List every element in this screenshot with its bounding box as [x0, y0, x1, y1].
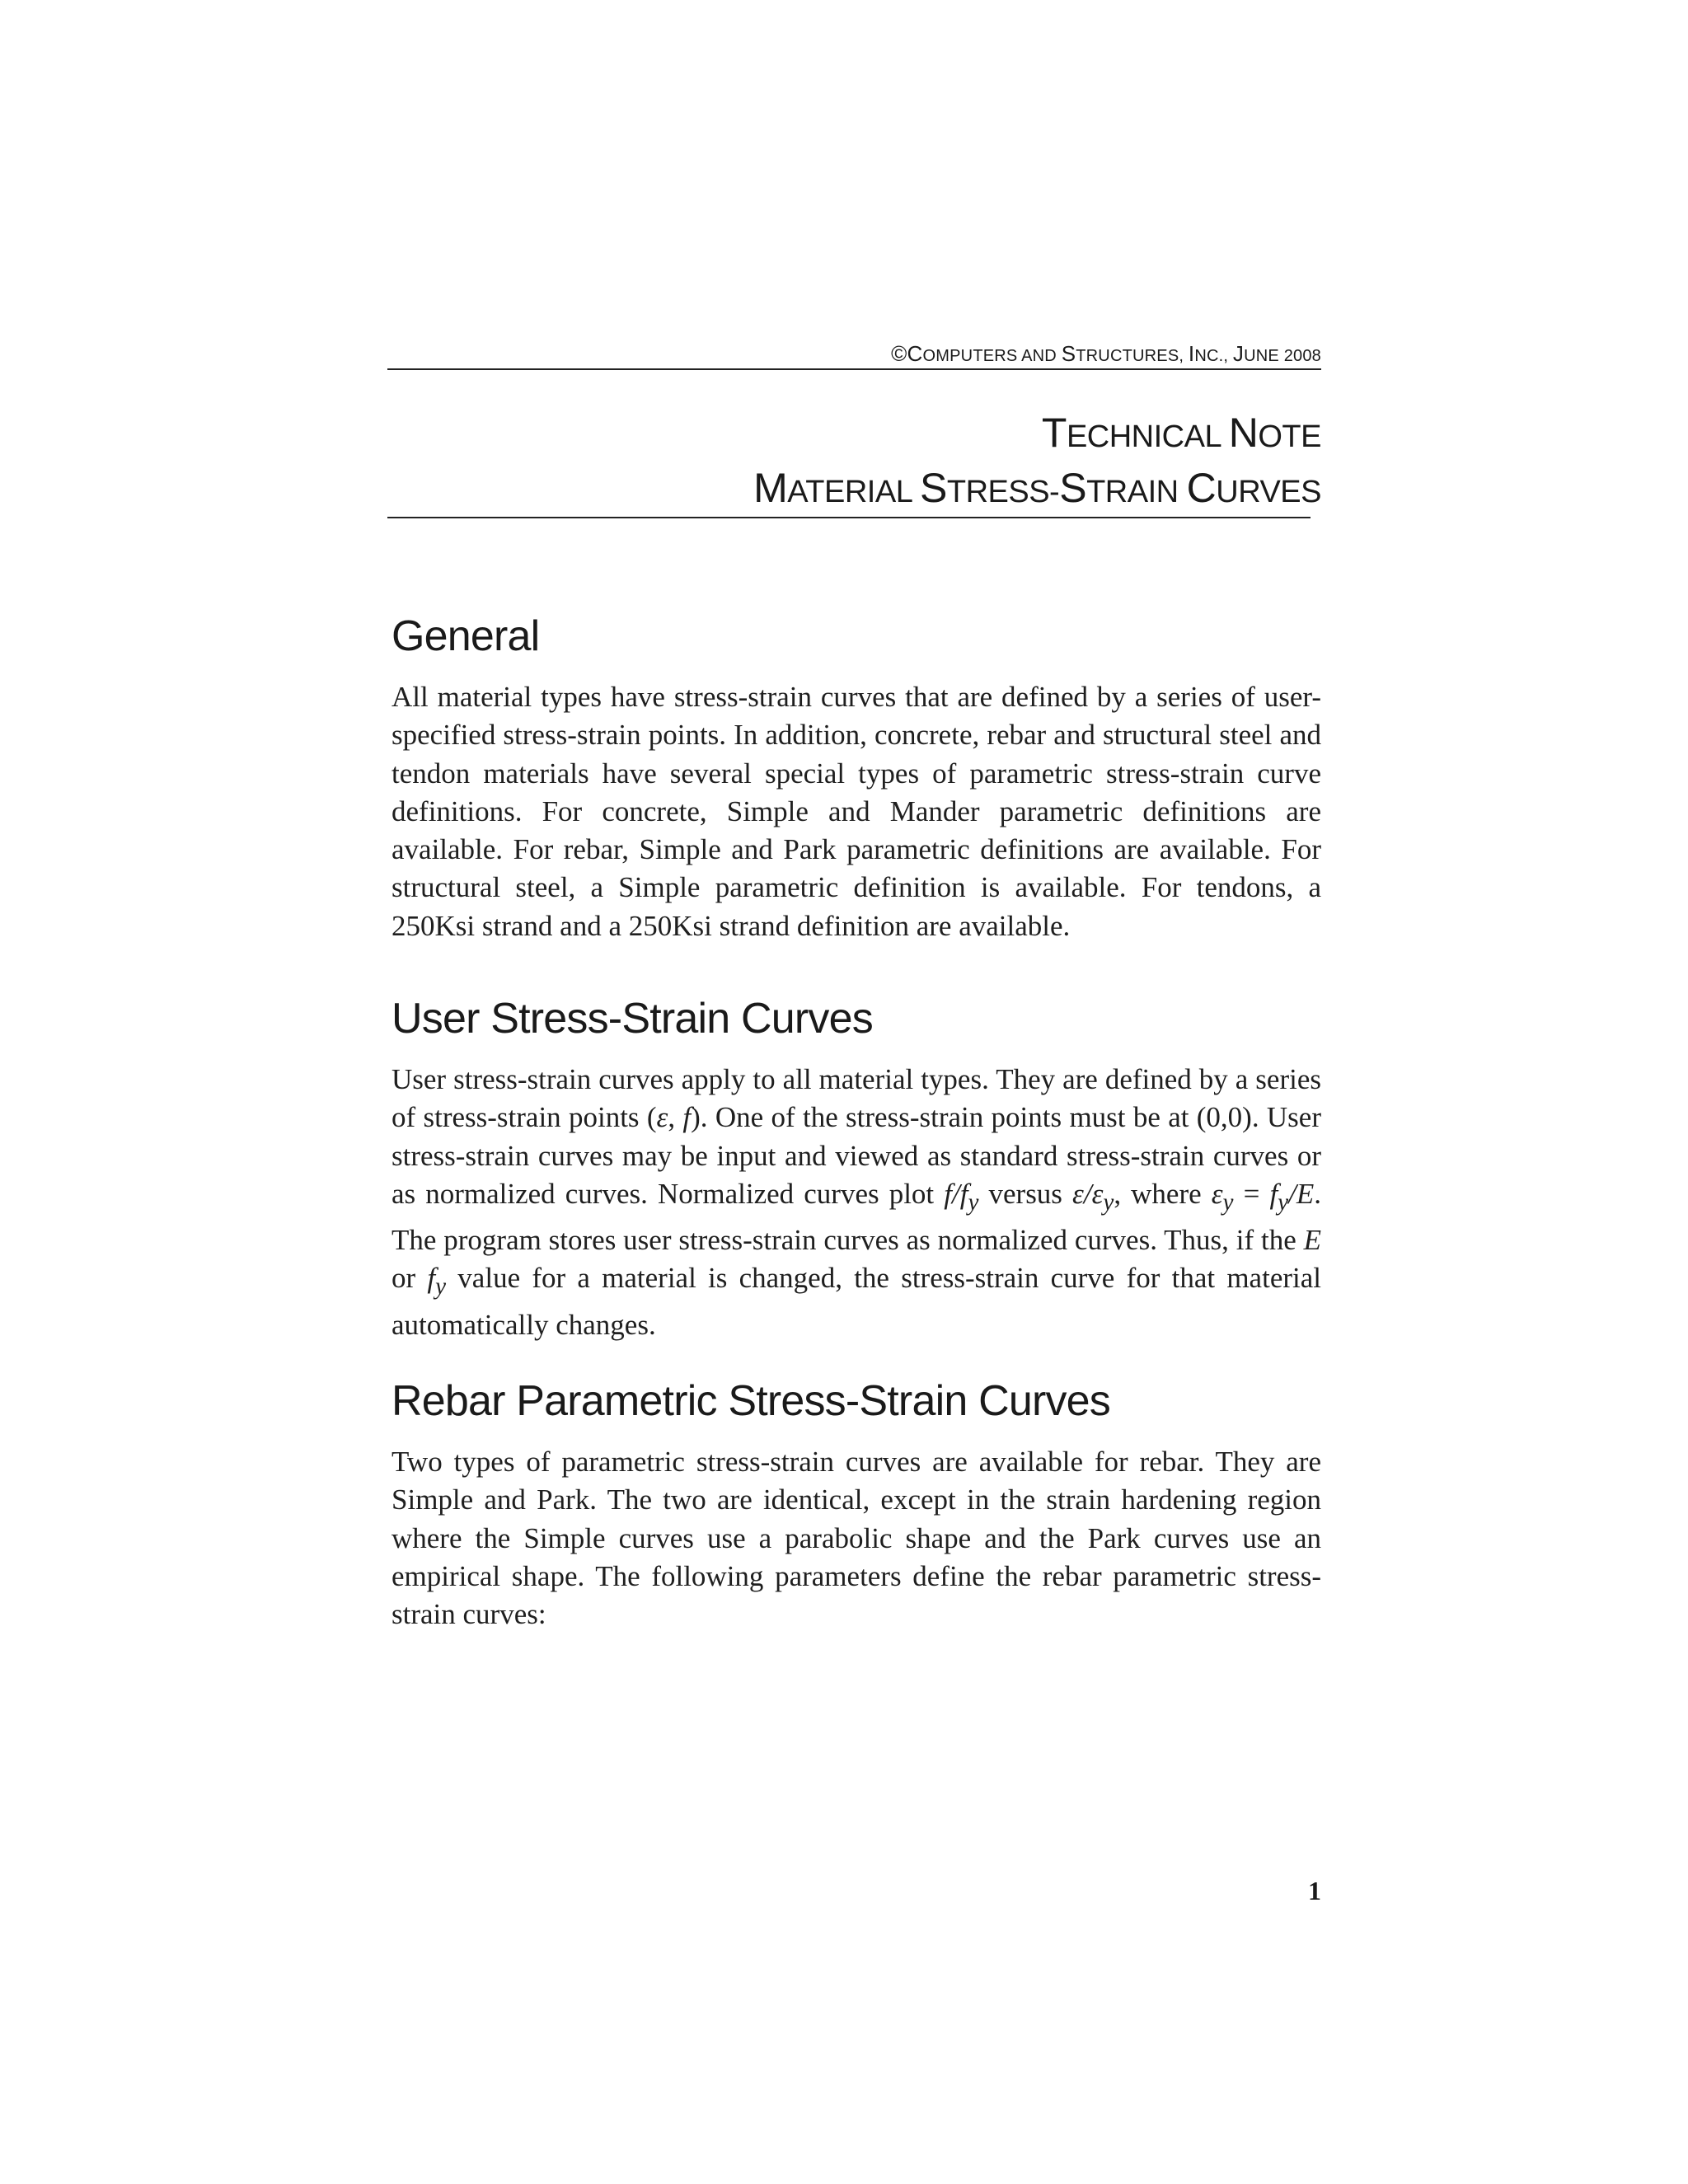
epsilon-symbol: ε: [656, 1101, 668, 1134]
header-text-part: I: [1188, 341, 1195, 366]
subscript-y: y: [1222, 1188, 1234, 1216]
copyright-symbol: ©: [891, 341, 907, 366]
text-run: =: [1233, 1177, 1270, 1210]
text-run: or: [392, 1262, 428, 1295]
yield-stress-symbol: f: [1269, 1177, 1278, 1210]
text-run: ). One of the stress-strain points must be at (0,0). User stress-strain curves may be input and viewed as standard stress-strain curves or as normalized curves. Normalized curves plot: [392, 1101, 1321, 1210]
slash: /: [951, 1177, 960, 1210]
modulus-symbol: E: [1296, 1177, 1315, 1210]
header-text-part: NC.,: [1194, 347, 1233, 365]
title-line-1: [387, 407, 1321, 462]
slash: /: [1288, 1177, 1296, 1210]
title-rule: [387, 517, 1311, 518]
subscript-y: y: [1278, 1188, 1289, 1216]
rebar-curves-paragraph: Two types of parametric stress-strain curves are available for rebar. They are Simple and Park. The two are identical, except in the strain hardening region where the Simple curves use a parabolic shape and the Park curves use an empirical shape. The following parameters define the rebar parametric stress-strain curves:: [392, 1446, 1321, 1631]
title-text-part: ECHNICAL: [1066, 419, 1229, 454]
epsilon-symbol: ε: [1072, 1177, 1084, 1210]
title-text-part: N: [1228, 410, 1259, 456]
text-run: value for a material is changed, the stress-strain curve for that material automatically changes.: [392, 1262, 1321, 1341]
subscript-y: y: [1103, 1188, 1114, 1216]
title-text-part: TRESS-: [946, 475, 1060, 509]
section-heading-general: General: [392, 612, 540, 660]
text-run: ,: [668, 1101, 683, 1134]
page-number: 1: [1308, 1876, 1321, 1905]
title-text-part: C: [1186, 465, 1217, 511]
header-text-part: OMPUTERS AND: [922, 347, 1062, 365]
title-text-part: URVES: [1216, 475, 1321, 509]
general-paragraph: All material types have stress-strain curves that are defined by a series of user-specified stress-strain points. In addition, concrete, rebar and structural steel and tendon materials have several special types of parametric stress-strain curve definitions. For concrete, Simple and Mander parametric definitions are available. For rebar, Simple and Park parametric definitions are available. For structural steel, a Simple parametric definition is available. For tendons, a 250Ksi strand and a 250Ksi strand definition are available.: [392, 681, 1321, 942]
header-text-part: UNE 2008: [1244, 347, 1321, 365]
header-rule: [387, 368, 1321, 370]
header-text-part: C: [907, 341, 923, 366]
text-run: , where: [1114, 1177, 1212, 1210]
section-heading-rebar-curves: Rebar Parametric Stress-Strain Curves: [392, 1377, 1110, 1425]
yield-stress-symbol: f: [427, 1262, 436, 1295]
document-title: [387, 407, 1321, 518]
user-curves-paragraph: [392, 1061, 1321, 1344]
text-run: User stress-strain curves apply to all material types. They are defined by a series of stress-strain points (: [392, 1063, 1321, 1134]
modulus-symbol: E: [1303, 1224, 1321, 1257]
slash: /: [1083, 1177, 1092, 1210]
title-text-part: ATERIAL: [787, 475, 920, 509]
title-text-part: M: [753, 465, 788, 511]
section-heading-user-curves: User Stress-Strain Curves: [392, 995, 873, 1043]
header-text-part: TRUCTURES,: [1076, 347, 1189, 365]
yield-strain-symbol: ε: [1211, 1177, 1223, 1210]
title-line-2: [387, 462, 1321, 518]
yield-strain-symbol: ε: [1091, 1177, 1104, 1210]
title-text-part: S: [1059, 465, 1087, 511]
title-text-part: OTE: [1258, 419, 1321, 454]
text-run: versus: [978, 1177, 1073, 1210]
title-text-part: S: [920, 465, 947, 511]
title-text-part: TRAIN: [1086, 475, 1187, 509]
subscript-y: y: [968, 1188, 979, 1216]
stress-symbol: f: [682, 1101, 692, 1134]
running-header: [387, 341, 1321, 367]
title-text-part: T: [1041, 410, 1067, 456]
header-text-part: S: [1061, 341, 1076, 366]
header-text-part: J: [1232, 341, 1245, 366]
text-run: . The program stores user stress-strain curves as normalized curves. Thus, if the: [392, 1177, 1321, 1257]
yield-stress-symbol: f: [959, 1177, 968, 1210]
stress-symbol: f: [944, 1177, 952, 1210]
subscript-y: y: [435, 1273, 447, 1301]
